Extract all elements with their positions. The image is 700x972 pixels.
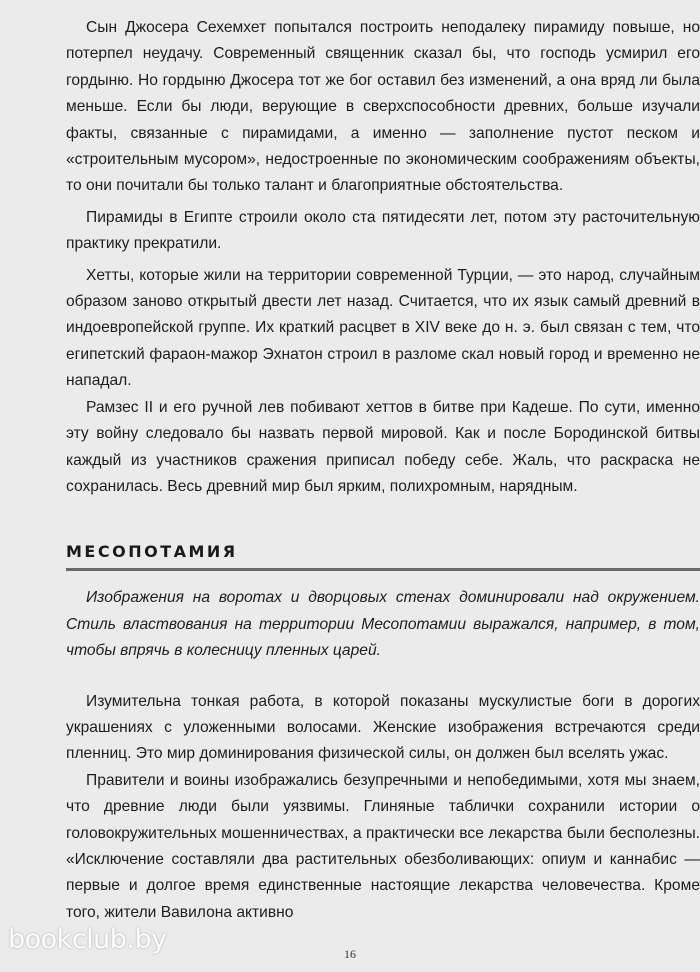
paragraph-pyramids: Пирамиды в Египте строили около ста пятидесяти лет, потом эту расточительную практику прекратили.: [66, 208, 700, 253]
section-lead: Изображения на воротах и дворцовых стенах доминировали над окружением. Стиль властвования на территории Месопотамии выражался, например, в том, чтобы впрячь в колесницу пленных царей.: [66, 589, 700, 660]
paragraph-hittites: Хетты, которые жили на территории современной Турции, — это народ, случайным образом заново открытый двести лет назад. Считается, что их язык самый древний в индоевропейской группе. Их краткий расцвет в XIV веке до н. э. был связан с тем, что египетский фараон-мажор Эхнатон строил в разломе скал новый город и временно не нападал.: [66, 266, 700, 390]
book-page: [66, 15, 700, 926]
section-heading: МЕСОПОТАМИЯ: [66, 542, 700, 571]
watermark-logo: bookclub.by: [8, 924, 167, 955]
paragraph-ramses: Рамзес II и его ручной лев побивают хеттов в битве при Кадеше. По сути, именно эту войну следовало бы назвать первой мировой. Как и после Бородинской битвы каждый из участников сражения приписал победу себе. Жаль, что раскраска не сохранилась. Весь древний мир был ярким, полихромным, нарядным.: [66, 398, 700, 495]
paragraph-sehemkhet: Сын Джосера Сехемхет попытался построить неподалеку пирамиду повыше, но потерпел неудачу. Современный священник сказал бы, что господь усмирил его гордыню. Но гордыню Джосера тот же бог оставил без изменений, а она вряд ли была меньше. Если бы люди, верующие в сверхспособности древних, больше изучали факты, связанные с пирамидами, а именно — заполнение пустот песком и «строительным мусором», недостроенные по экономическим соображениям объекты, то они почитали бы только талант и благоприятные обстоятельства.: [66, 19, 700, 195]
paragraph-mesopotamia-art: Изумительна тонкая работа, в которой показаны мускулистые боги в дорогих украшениях с уложенными волосами. Женские изображения встречаются среди пленниц. Это мир доминирования физической силы, он должен был вселять ужас.: [66, 692, 700, 763]
page-number: 16: [344, 947, 356, 961]
paragraph-rulers: Правители и воины изображались безупречными и непобедимыми, хотя мы знаем, что древние люди были уязвимы. Глиняные таблички сохранили истории о головокружительных мошенничествах, а практически все лекарства были бесполезны. «Исключение составляли два растительных обезболивающих: опиум и каннабис — первые и долгое время единственные настоящие лекарства человечества. Кроме того, жители Вавилона активно: [66, 771, 700, 921]
